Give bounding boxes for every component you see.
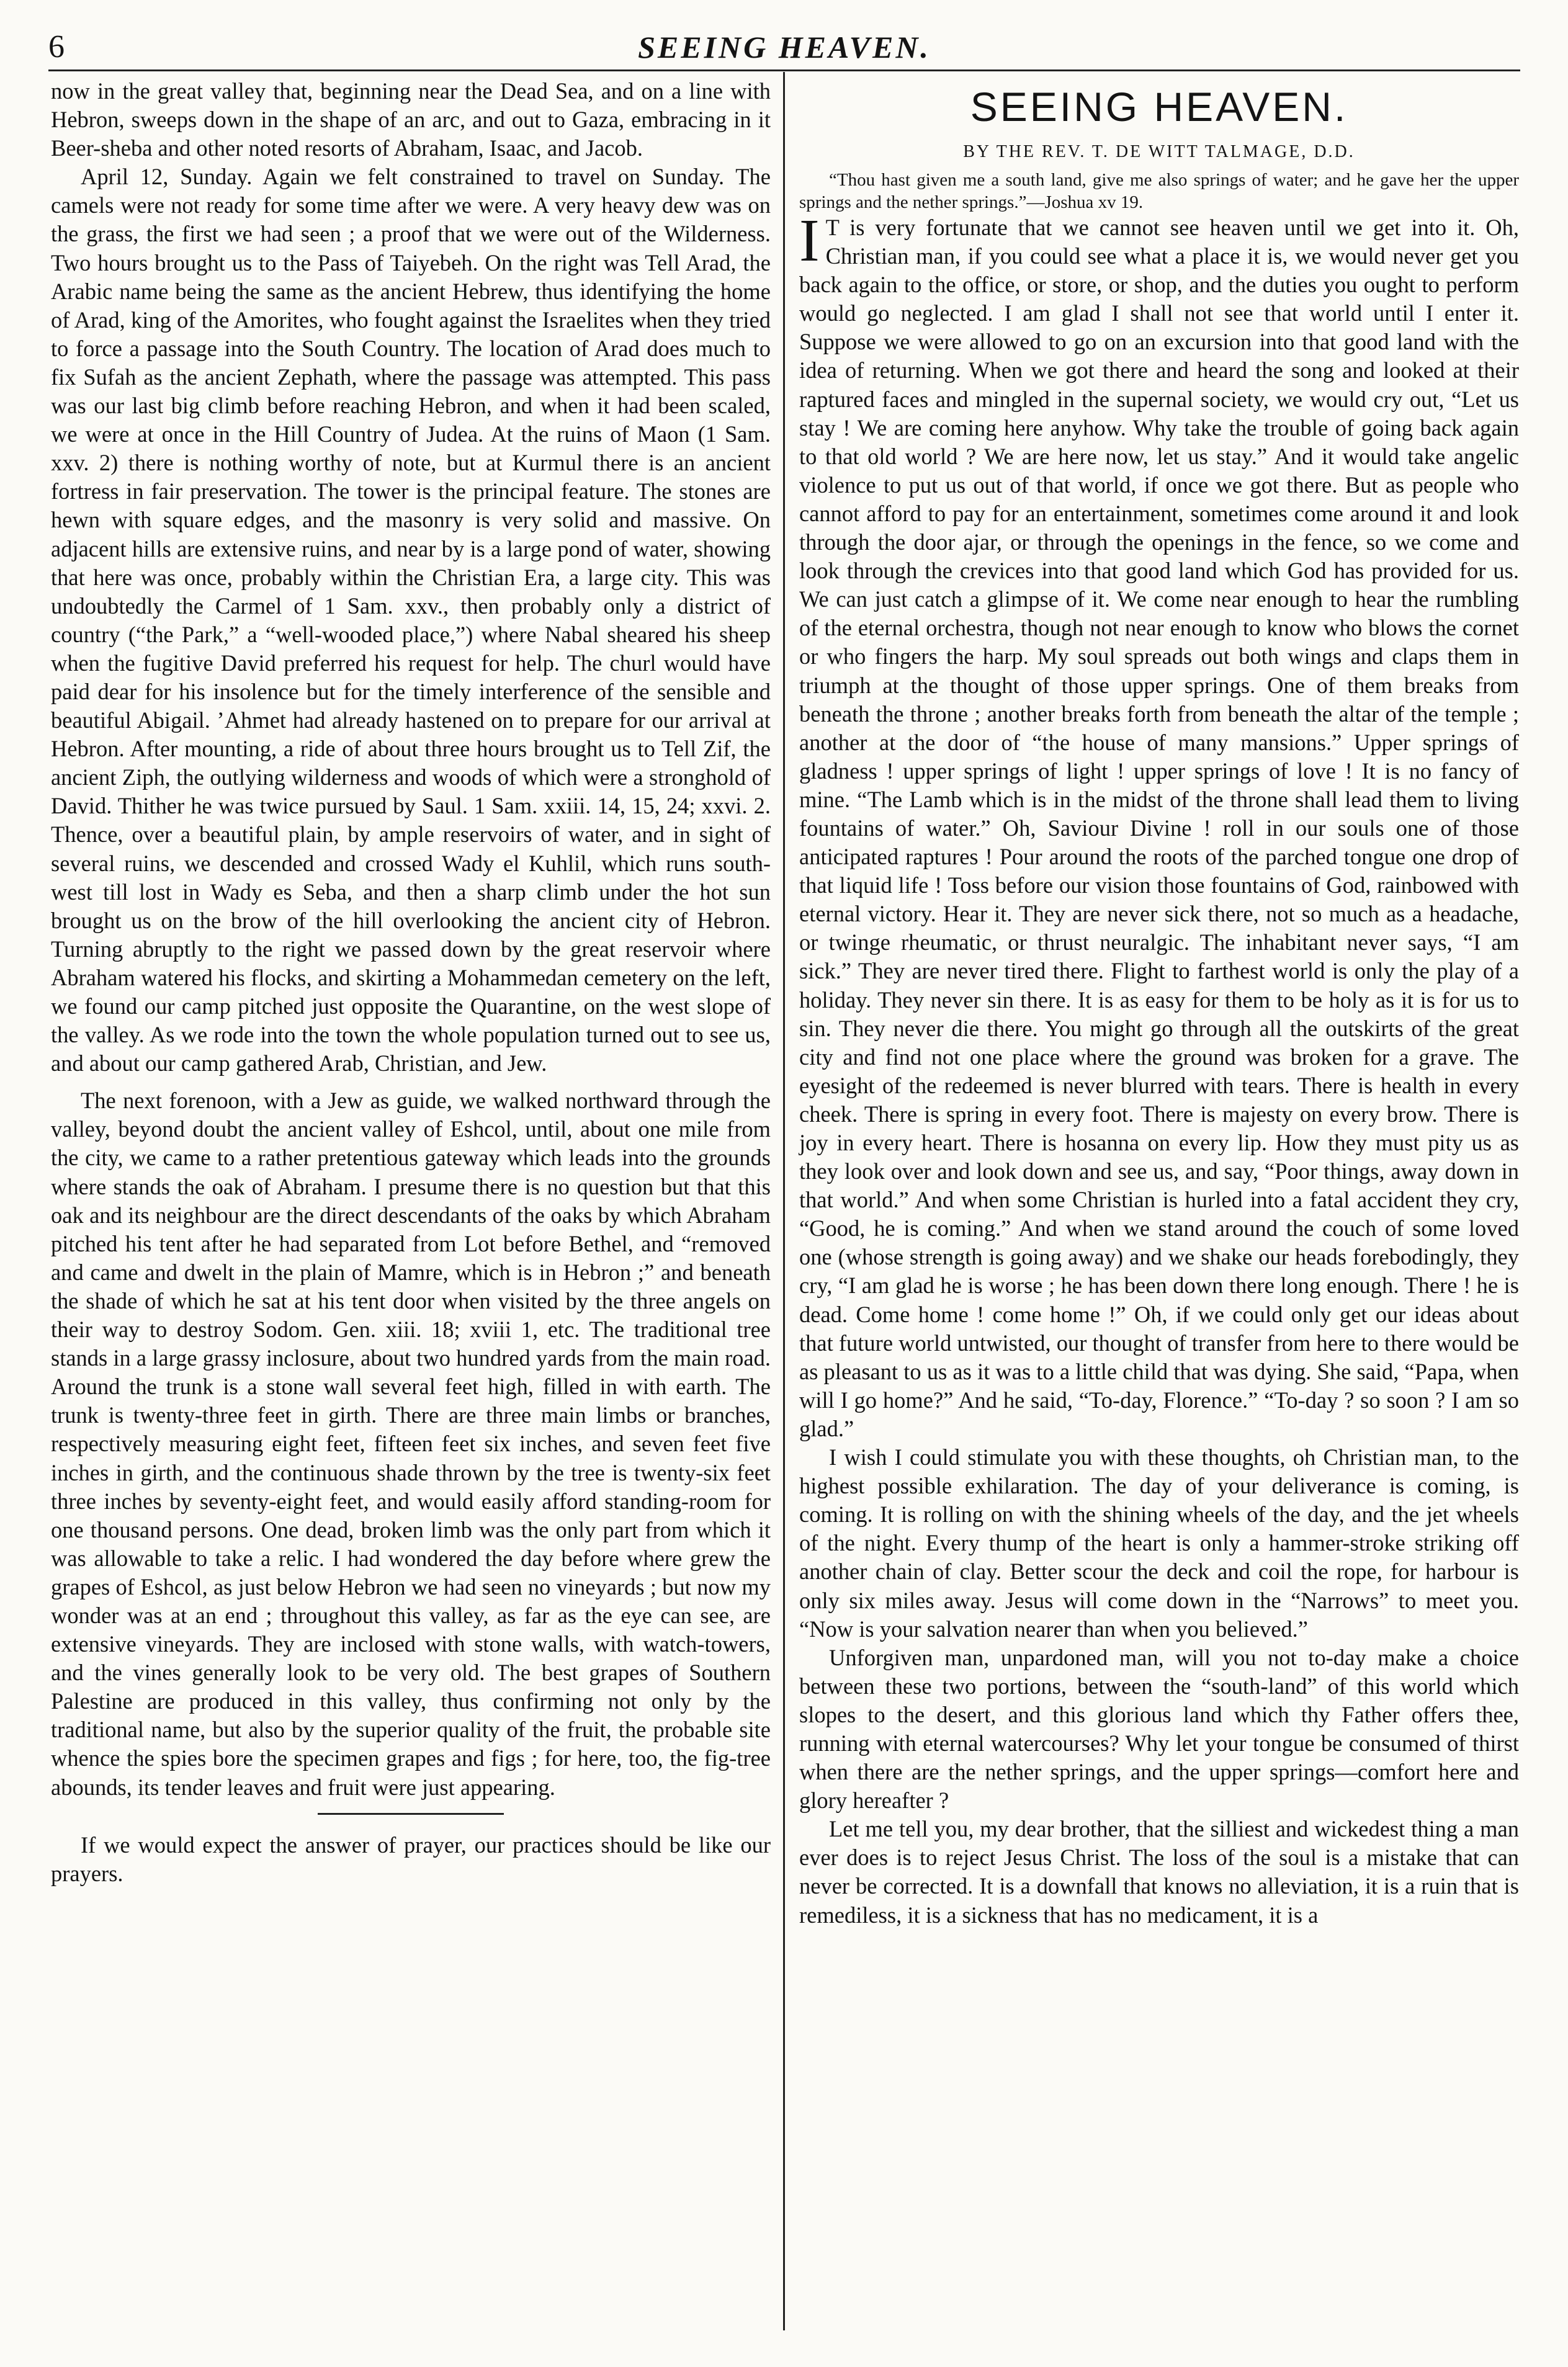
sermon-byline: BY THE REV. T. DE WITT TALMAGE, D.D. <box>963 142 1355 161</box>
article-paragraph: The next forenoon, with a Jew as guide, we walked northward through the valley, beyond doubt the ancient valley of Eshcol, until, about one mile from the city, we came to a rather pretentious gateway which leads into the grounds where stands the oak of Abraham. I presume there is no question but that this oak and its neighbour are the direct descendants of the oaks by which Abraham pitched his tent after he had separated from Lot before Bethel, and “removed and came and dwelt in the plain of Mamre, which is in Hebron ;” and beneath the shade of which he sat at his tent door when visited by the three angels on their way to destroy Sodom. Gen. xiii. 18; xviii 1, etc. The traditional tree stands in a large grassy inclosure, about two hundred yards from the main road. Around the trunk is a stone wall several feet high, filled in with earth. The trunk is twenty-three feet in girth. There are three main limbs or branches, respectively measuring eight feet, fifteen feet six inches, and seven feet five inches in girth, and the continuous shade thrown by the tree is twenty-six feet three inches by seventy-eight feet, and would easily afford standing-room for one thousand persons. One dead, broken limb was the only part from which it was allowable to take a relic. I had wondered the day before where grew the grapes of Eshcol, as just below Hebron we had seen no vineyards ; but now my wonder was at an end ; throughout this valley, as far as the eye can see, are extensive vineyards. They are inclosed with stone walls, with watch-towers, and the vines generally look to be very old. The best grapes of Southern Palestine are produced in this valley, thus confirming not only by the traditional name, but also by the superior quality of the fruit, the probable site whence the spies bore the specimen grapes and figs ; for here, too, the fig-tree abounds, its tender leaves and fruit were just appearing. <box>51 1088 771 1800</box>
page-header <box>48 27 1520 67</box>
right-column <box>799 77 1519 1930</box>
page-number: 6 <box>48 29 65 65</box>
left-column <box>51 77 771 1888</box>
section-separator <box>318 1813 504 1815</box>
sermon-paragraph: Unforgiven man, unpardoned man, will you not to-day make a choice between these two portions, between the “south-land” of this world which slopes to the desert, and this glorious land which thy Father offers thee, running with eternal watercourses? Why let your tongue be consumed of thirst when there are the nether springs, and the upper springs—comfort here and glory hereafter ? <box>799 1644 1519 1814</box>
closing-note: If we would expect the answer of prayer, our practices should be like our prayers. <box>51 1832 771 1886</box>
sermon-title: SEEING HEAVEN. <box>970 84 1348 130</box>
opening-text: T is very fortunate that we cannot see heaven until we get into it. Oh, Christian man, if you could see what a place it is, we would never get you back again to the office, or store, or shop, and the duties you ought to perform would go neglected. I am glad I shall not see that world until I enter it. Suppose we were allowed to go on an excursion into that good land with the idea of returning. When we got there and heard the song and looked at their raptured faces and mingled in the supernal society, we would cry out, “Let us stay ! We are coming here anyhow. Why take the trouble of going back again to that old world ? We are here now, let us stay.” And it would take angelic violence to put us out of that world, if once we got there. But as people who cannot afford to pay for an entertainment, sometimes come around it and look through the door ajar, or through the openings in the fence, so we come and look through the crevices into that good land which God has provided for us. We can just catch a glimpse of it. We come near enough to hear the rumbling of the eternal orchestra, though not near enough to know who blows the cornet or who fingers the harp. My soul spreads out both wings and claps them in triumph at the thought of those upper springs. One of them breaks from beneath the throne ; another breaks forth from beneath the altar of the temple ; another at the door of “the house of many mansions.” Upper springs of gladness ! upper springs of light ! upper springs of love ! It is no fancy of mine. “The Lamb which is in the midst of the throne shall lead them to living fountains of water.” Oh, Saviour Divine ! roll in our souls one of those anticipated raptures ! Pour around the roots of the parched tongue one drop of that liquid life ! Toss before our vision those fountains of God, rainbowed with eternal victory. Hear it. They are never sick there, not so much as a headache, or twinge rheumatic, or thrust neuralgic. The inhabitant never says, “I am sick.” They are never tired there. Flight to farthest world is only the play of a holiday. They never sin there. It is as easy for them to be holy as it is for us to sin. They never die there. You might go through all the outskirts of the great city and find not one place where the ground was broken for a grave. The eyesight of the redeemed is never blurred with tears. There is health in every cheek. There is spring in every foot. There is majesty on every brow. There is joy in every heart. There is hosanna on every lip. How they must pity us as they look over and look down and see us, and say, “Poor things, away down in that world.” And when some Christian is hurled into a fatal accident they cry, “Good, he is coming.” And when we stand around the couch of some loved one (whose strength is going away) and we shake our heads forebodingly, they cry, “I am glad he is worse ; he has been down there long enough. There ! he is dead. Come home ! come home !” Oh, if we could only get our ideas about that future world untwisted, our thought of transfer from here to there would be as pleasant to us as it was to a little child that was dying. She said, “Papa, when will I go home?” And he said, “To-day, Florence.” “To-day ? so soon ? I am so glad.” <box>799 215 1519 1441</box>
article-paragraph: now in the great valley that, beginning near the Dead Sea, and on a line with Hebron, sweeps down in the shape of an arc, and out to Gaza, embracing in it Beer-sheba and other noted resorts of Abraham, Isaac, and Jacob. <box>51 78 771 161</box>
sermon-opening-paragraph <box>799 207 1519 1443</box>
header-rule <box>48 69 1520 71</box>
sermon-paragraph: Let me tell you, my dear brother, that the silliest and wickedest thing a man ever does is to reject Jesus Christ. The loss of the soul is a mistake that can never be corrected. It is a downfall that knows no alleviation, it is a ruin that is remediless, it is a sickness that has no medicament, it is a <box>799 1816 1519 1928</box>
column-rule <box>783 72 785 2330</box>
sermon-paragraph: I wish I could stimulate you with these thoughts, oh Christian man, to the highest possible exhilaration. The day of your deliverance is coming, is coming. It is rolling on with the shining wheels of the day, and the jet wheels of the night. Every thump of the heart is only a hammer-stroke striking off another chain of clay. Better scour the deck and coil the rope, for harbour is only six miles away. Jesus will come down in the “Narrows” to meet you. “Now is your salvation nearer than when you believed.” <box>799 1444 1519 1642</box>
scripture-epigraph: “Thou hast given me a south land, give me also springs of water; and he gave her the upper springs and the nether springs.”—Joshua xv 19. <box>799 170 1519 212</box>
drop-cap: I <box>799 207 820 274</box>
article-paragraph: April 12, Sunday. Again we felt constrained to travel on Sunday. The camels were not ready for some time after we were. A very heavy dew was on the grass, the first we had seen ; a proof that we were out of the Wilderness. Two hours brought us to the Pass of Taiyebeh. On the right was Tell Arad, the Arabic name being the same as the ancient Hebrew, thus identifying the home of Arad, king of the Amorites, who fought against the Israelites when they tried to force a passage into the South Country. The location of Arad does much to fix Sufah as the ancient Zephath, where the passage was attempted. This pass was our last big climb before reaching Hebron, and when it had been scaled, we were at once in the Hill Country of Judea. At the ruins of Maon (1 Sam. xxv. 2) there is nothing worthy of note, but at Kurmul there is an ancient fortress in fair preservation. The tower is the principal feature. The stones are hewn with square edges, and the masonry is very solid and massive. On adjacent hills are extensive ruins, and near by is a large pond of water, showing that here was once, probably within the Christian Era, a large city. This was undoubtedly the Carmel of 1 Sam. xxv., then probably only a district of country (“the Park,” a “well-wooded place,”) where Nabal sheared his sheep when the fugitive David preferred his request for help. The churl would have paid dear for his insolence but for the timely interference of the sensible and beautiful Abigail. ’Ahmet had already hastened on to prepare for our arrival at Hebron. After mounting, a ride of about three hours brought us to Tell Zif, the ancient Ziph, the outlying wilderness and woods of which were a stronghold of David. Thither he was twice pursued by Saul. 1 Sam. xxiii. 14, 15, 24; xxvi. 2. Thence, over a beautiful plain, by ample reservoirs of water, and in sight of several ruins, we descended and crossed Wady el Kuhlil, which runs south-west till lost in Wady es Seba, and then a sharp climb under the hot sun brought us on the brow of the hill overlooking the ancient city of Hebron. Turning abruptly to the right we passed down by the great reservoir where Abraham watered his flocks, and skirting a Mohammedan cemetery on the left, we found our camp pitched just opposite the Quarantine, on the west slope of the valley. As we rode into the town the whole population turned out to see us, and about our camp gathered Arab, Christian, and Jew. <box>51 164 771 1076</box>
running-title: SEEING HEAVEN. <box>638 30 931 65</box>
